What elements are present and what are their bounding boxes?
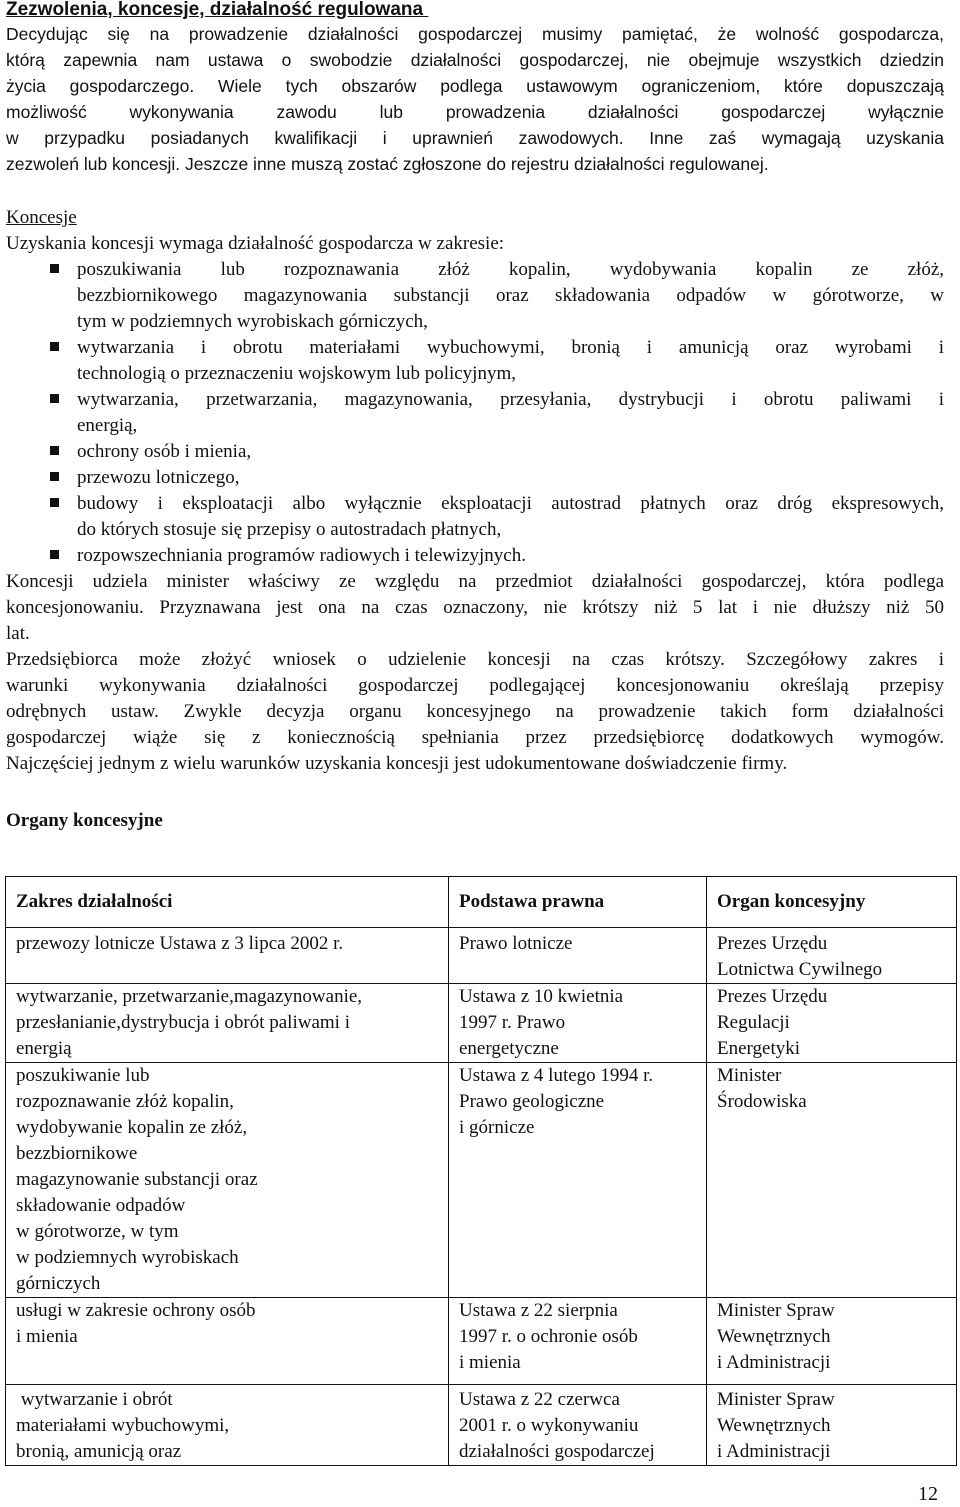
bullet-line: wytwarzania, przetwarzania, magazynowania, przesyłania, dystrybucji i obrotu paliwami i	[77, 389, 944, 410]
intro-line: Decydując się na prowadzenie działalności gospodarczej musimy pamiętać, że wolność gospodarcza,	[6, 24, 944, 44]
cell-text-line: przesłanianie,dystrybucja i obrót paliwami i	[16, 1012, 350, 1033]
cell-text-line: energią	[16, 1038, 72, 1059]
cell-text-line: wydobywanie kopalin ze złóż,	[16, 1117, 248, 1138]
bullet-marker	[50, 264, 59, 273]
table-header-row	[6, 877, 957, 928]
table-cell	[449, 1385, 707, 1466]
column-header: Podstawa prawna	[449, 877, 707, 928]
cell-text-line: Wewnętrznych	[717, 1415, 831, 1436]
cell-text-line: w podziemnych wyrobiskach	[16, 1247, 239, 1268]
cell-text-line: bronią, amunicją oraz	[16, 1441, 182, 1462]
cell-text-line: energetyczne	[459, 1038, 559, 1059]
cell-text-line: Minister Spraw	[717, 1389, 835, 1410]
table-cell	[449, 1063, 707, 1298]
cell-text-line: Regulacji	[717, 1012, 790, 1033]
cell-text-line: 2001 r. o wykonywaniu	[459, 1415, 639, 1436]
table-row	[6, 928, 957, 984]
cell-text-line: magazynowanie substancji oraz	[16, 1169, 258, 1190]
table-cell	[707, 984, 957, 1063]
cell-text-line: Ustawa z 4 lutego 1994 r.	[459, 1065, 654, 1086]
table-cell	[449, 928, 707, 984]
paragraph-line: gospodarczej wiąże się z koniecznością spełniania przez przedsiębiorcę dodatkowych wymogów.	[6, 727, 944, 748]
paragraph-line: koncesjonowaniu. Przyznawana jest ona na czas oznaczony, nie krótszy niż 5 lat i nie dłuższy niż 50	[6, 597, 944, 618]
cell-text-line: Minister Spraw	[717, 1300, 835, 1321]
bullet-line: rozpowszechniania programów radiowych i telewizyjnych.	[77, 545, 526, 566]
page-number: 12	[918, 1483, 938, 1505]
bullet-line: bezzbiornikowego magazynowania substancji oraz składowania odpadów w górotworze, w	[77, 285, 944, 306]
bullet-line: ochrony osób i mienia,	[77, 441, 252, 462]
table-cell	[6, 1298, 449, 1385]
cell-text-line: Prawo geologiczne	[459, 1091, 605, 1112]
table-cell	[449, 1298, 707, 1385]
bullet-line: wytwarzania i obrotu materiałami wybuchowymi, bronią i amunicją oraz wyrobami i	[77, 337, 944, 358]
cell-text-line: Ustawa z 22 sierpnia	[459, 1300, 618, 1321]
koncesje-heading: Koncesje	[6, 207, 77, 228]
cell-text-line: Prawo lotnicze	[459, 933, 573, 954]
cell-text-line: Minister	[717, 1065, 782, 1086]
bullet-marker	[50, 446, 59, 455]
paragraph-line: Przedsiębiorca może złożyć wniosek o udzielenie koncesji na czas krótszy. Szczegółowy zakres i	[6, 649, 944, 670]
cell-text-line: działalności gospodarczej	[459, 1441, 655, 1462]
cell-text-line: i Administracji	[717, 1441, 831, 1462]
cell-text-line: materiałami wybuchowymi,	[16, 1415, 230, 1436]
bullet-line: przewozu lotniczego,	[77, 467, 240, 488]
bullet-line: budowy i eksploatacji albo wyłącznie eksploatacji autostrad płatnych oraz dróg ekspresowych,	[77, 493, 944, 514]
table-row	[6, 1063, 957, 1298]
cell-text-line: w górotworze, w tym	[16, 1221, 179, 1242]
table-cell	[6, 984, 449, 1063]
table-cell	[707, 1063, 957, 1298]
concession-table	[5, 876, 957, 1466]
cell-text-line: Ustawa z 22 czerwca	[459, 1389, 620, 1410]
cell-text-line: górniczych	[16, 1273, 101, 1294]
cell-text-line: i górnicze	[459, 1117, 535, 1138]
table-cell	[6, 928, 449, 984]
intro-line: którą zapewnia nam ustawa o swobodzie działalności gospodarczej, nie obejmuje wszystkich dziedzin	[6, 50, 944, 70]
cell-text-line: i Administracji	[717, 1352, 831, 1373]
table-cell	[707, 928, 957, 984]
cell-text-line: Środowiska	[717, 1091, 807, 1112]
table-cell	[6, 1385, 449, 1466]
table-cell	[707, 1385, 957, 1466]
bullet-marker	[50, 550, 59, 559]
organy-heading: Organy koncesyjne	[6, 810, 163, 831]
paragraph-line: warunki wykonywania działalności gospodarczej podlegającej koncesjonowaniu określają przepisy	[6, 675, 944, 696]
cell-text-line: i mienia	[16, 1326, 78, 1347]
cell-text-line: Wewnętrznych	[717, 1326, 831, 1347]
bullet-marker	[50, 498, 59, 507]
bullet-line: do których stosuje się przepisy o autostradach płatnych,	[77, 519, 502, 540]
cell-text-line: 1997 r. o ochronie osób	[459, 1326, 638, 1347]
cell-text-line: Prezes Urzędu	[717, 986, 828, 1007]
table-body	[6, 928, 957, 1466]
cell-text-line: Lotnictwa Cywilnego	[717, 959, 883, 980]
cell-text-line: usługi w zakresie ochrony osób	[16, 1300, 256, 1321]
cell-text-line: Energetyki	[717, 1038, 801, 1059]
cell-text-line: wytwarzanie, przetwarzanie,magazynowanie,	[16, 986, 363, 1007]
table-row	[6, 1298, 957, 1385]
cell-text-line: Ustawa z 10 kwietnia	[459, 986, 624, 1007]
intro-line: zezwoleń lub koncesji. Jeszcze inne muszą zostać zgłoszone do rejestru działalności regulowanej.	[6, 154, 769, 174]
intro-line: w przypadku posiadanych kwalifikacji i uprawnień zawodowych. Inne zaś wymagają uzyskania	[6, 128, 944, 148]
bullet-marker	[50, 472, 59, 481]
cell-text-line: poszukiwanie lub	[16, 1065, 150, 1086]
cell-text-line: i mienia	[459, 1352, 521, 1373]
page-title: Zezwolenia, koncesje, działalność regulowana	[6, 0, 429, 20]
paragraph-line: Najczęściej jednym z wielu warunków uzyskania koncesji jest udokumentowane doświadczenie firmy.	[6, 753, 788, 774]
table-row	[6, 1385, 957, 1466]
column-header: Organ koncesyjny	[707, 877, 957, 928]
cell-text-line: wytwarzanie i obrót	[16, 1389, 173, 1410]
cell-text-line: 1997 r. Prawo	[459, 1012, 566, 1033]
cell-text-line: rozpoznawanie złóż kopalin,	[16, 1091, 234, 1112]
cell-text-line: przewozy lotnicze Ustawa z 3 lipca 2002 r.	[16, 933, 344, 954]
paragraph-line: lat.	[6, 623, 30, 644]
table-cell	[449, 984, 707, 1063]
koncesje-lead: Uzyskania koncesji wymaga działalność gospodarcza w zakresie:	[6, 233, 505, 254]
bullet-line: energią,	[77, 415, 138, 436]
table-row	[6, 984, 957, 1063]
intro-line: życia gospodarczego. Wiele tych obszarów podlega ustawowym ograniczeniom, które dopuszczają	[6, 76, 944, 96]
paragraph-line: odrębnych ustaw. Zwykle decyzja organu koncesyjnego na prowadzenie takich form działalności	[6, 701, 944, 722]
paragraph-line: Koncesji udziela minister właściwy ze względu na przedmiot działalności gospodarczej, która podlega	[6, 571, 944, 592]
bullet-line: poszukiwania lub rozpoznawania złóż kopalin, wydobywania kopalin ze złóż,	[77, 259, 944, 280]
bullet-line: technologią o przeznaczeniu wojskowym lub policyjnym,	[77, 363, 516, 384]
cell-text-line: bezzbiornikowe	[16, 1143, 138, 1164]
intro-line: możliwość wykonywania zawodu lub prowadzenia działalności gospodarczej wyłącznie	[6, 102, 944, 122]
cell-text-line: Prezes Urzędu	[717, 933, 828, 954]
bullet-marker	[50, 342, 59, 351]
table-cell	[6, 1063, 449, 1298]
bullet-marker	[50, 394, 59, 403]
table-cell	[707, 1298, 957, 1385]
bullet-line: tym w podziemnych wyrobiskach górniczych,	[77, 311, 428, 332]
cell-text-line: składowanie odpadów	[16, 1195, 186, 1216]
column-header: Zakres działalności	[6, 877, 449, 928]
